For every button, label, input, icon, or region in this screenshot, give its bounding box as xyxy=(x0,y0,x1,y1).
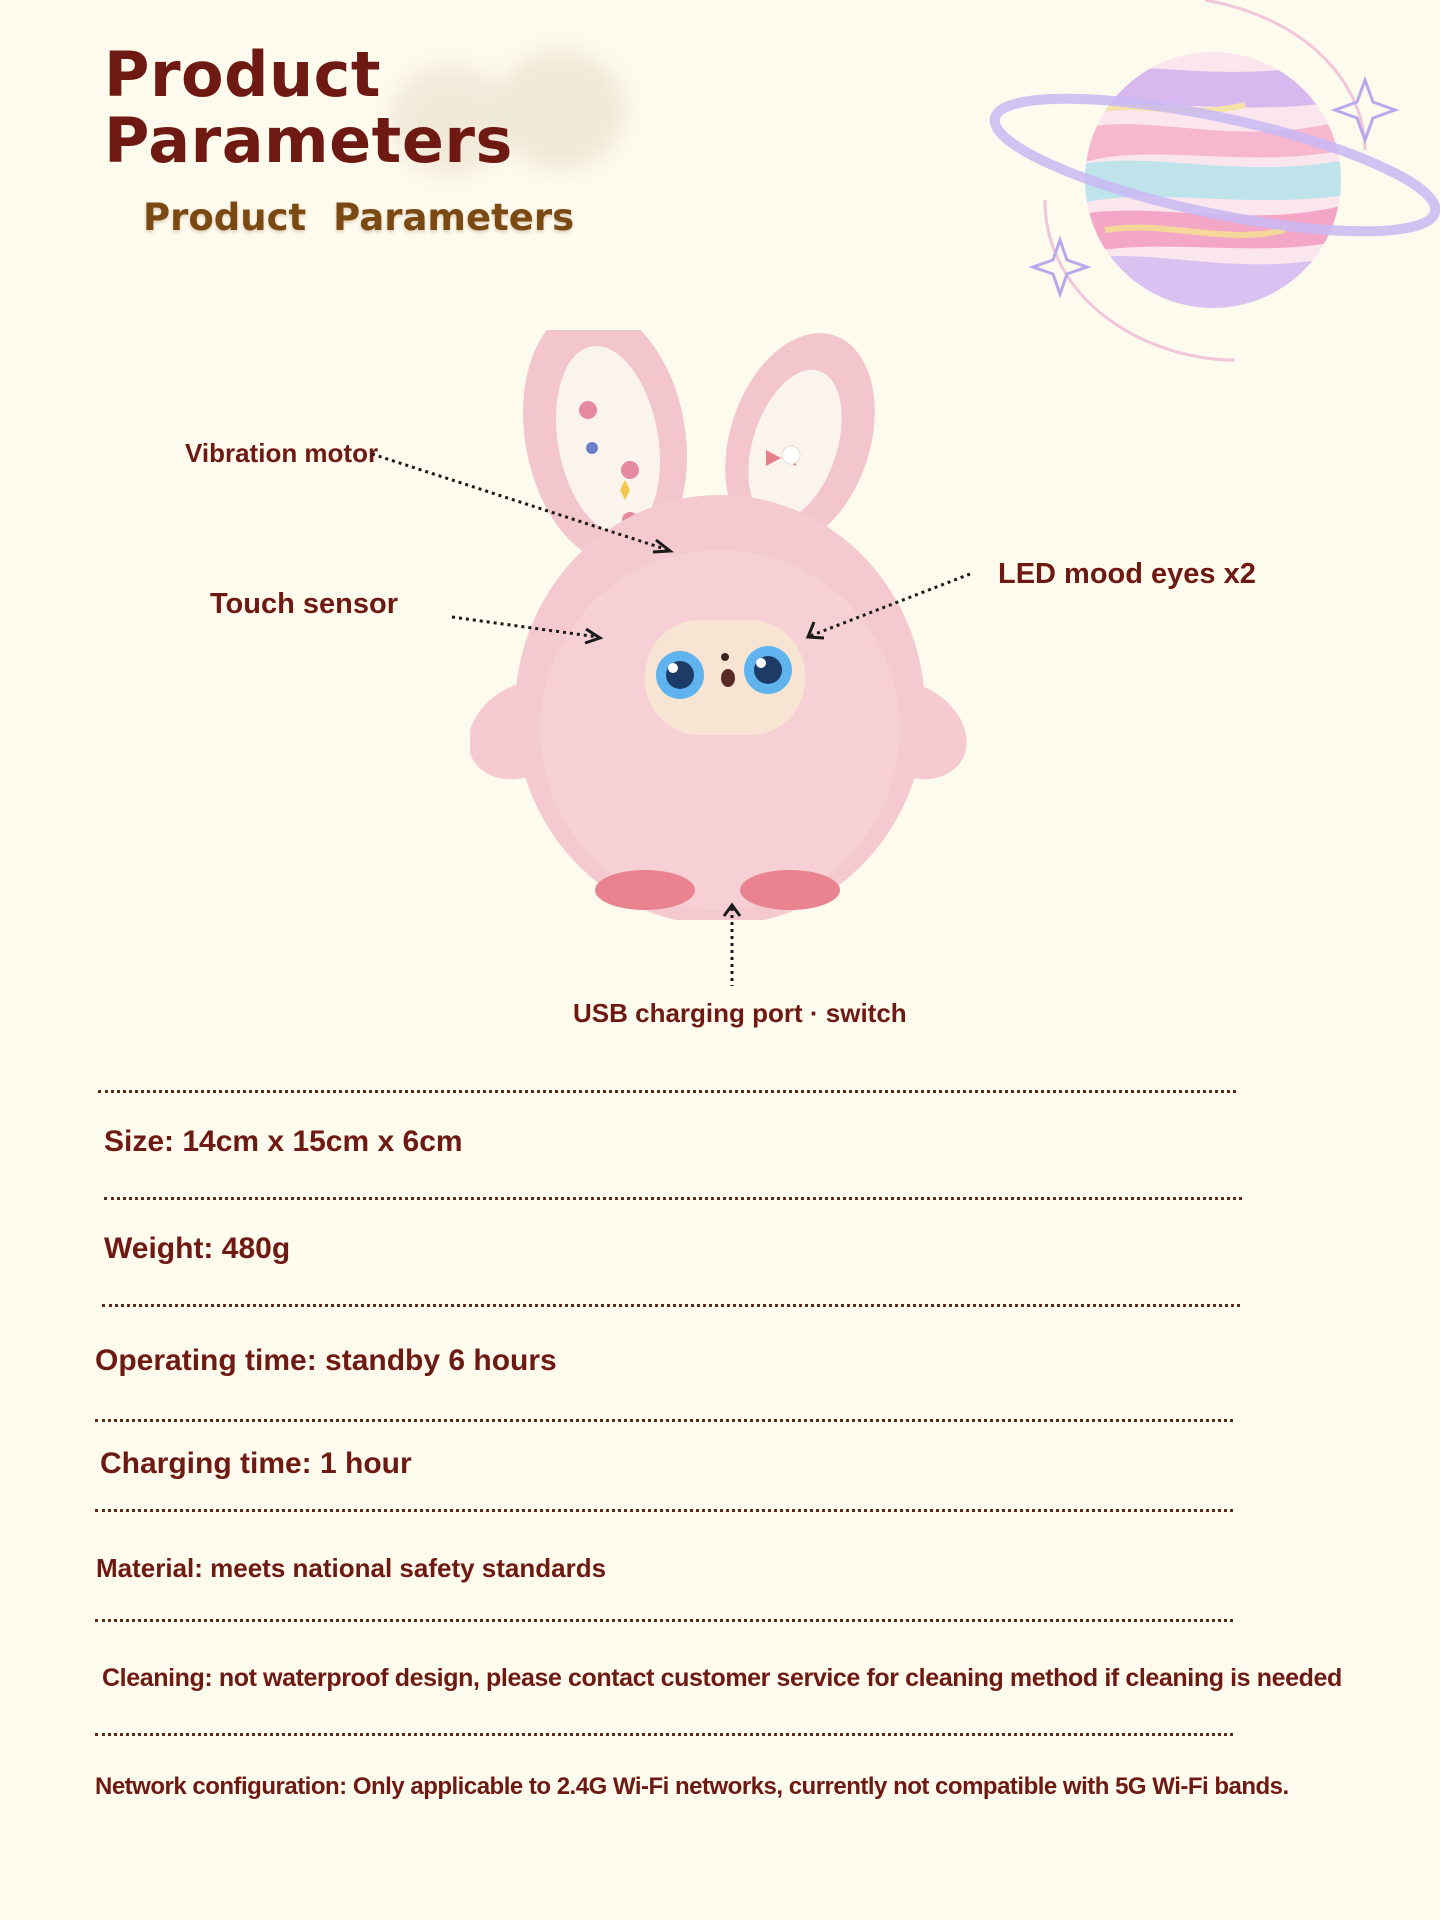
divider xyxy=(95,1619,1233,1622)
arrow-usb-port xyxy=(720,900,745,990)
callout-touch-sensor: Touch sensor xyxy=(210,588,398,620)
planet-icon xyxy=(985,0,1440,370)
divider xyxy=(95,1419,1233,1422)
callout-usb-charging-port: USB charging port · switch xyxy=(573,998,907,1028)
spec-material: Material: meets national safety standards xyxy=(96,1553,607,1583)
divider xyxy=(95,1509,1233,1512)
divider xyxy=(102,1304,1240,1307)
divider xyxy=(98,1090,1236,1093)
spec-cleaning: Cleaning: not waterproof design, please contact customer service for cleaning method if cleaning is needed xyxy=(102,1664,1342,1692)
callout-led-mood-eyes: LED mood eyes x2 xyxy=(998,558,1256,590)
spec-operating-time: Operating time: standby 6 hours xyxy=(95,1344,557,1377)
arrow-vibration-motor xyxy=(368,448,678,558)
spec-charging-time: Charging time: 1 hour xyxy=(100,1447,412,1480)
divider xyxy=(104,1197,1242,1200)
spec-size: Size: 14cm x 15cm x 6cm xyxy=(104,1125,463,1158)
page-title: Product Parameters xyxy=(104,38,513,177)
arrow-led-mood-eyes xyxy=(800,568,975,643)
page-subtitle: Product Parameters xyxy=(143,196,575,239)
divider xyxy=(95,1733,1233,1736)
callout-vibration-motor: Vibration motor xyxy=(185,438,379,468)
spec-network-configuration: Network configuration: Only applicable to 2.4G Wi-Fi networks, currently not compatible with 5G Wi-Fi bands. xyxy=(95,1773,1289,1800)
spec-weight: Weight: 480g xyxy=(104,1232,291,1265)
arrow-touch-sensor xyxy=(448,610,608,650)
